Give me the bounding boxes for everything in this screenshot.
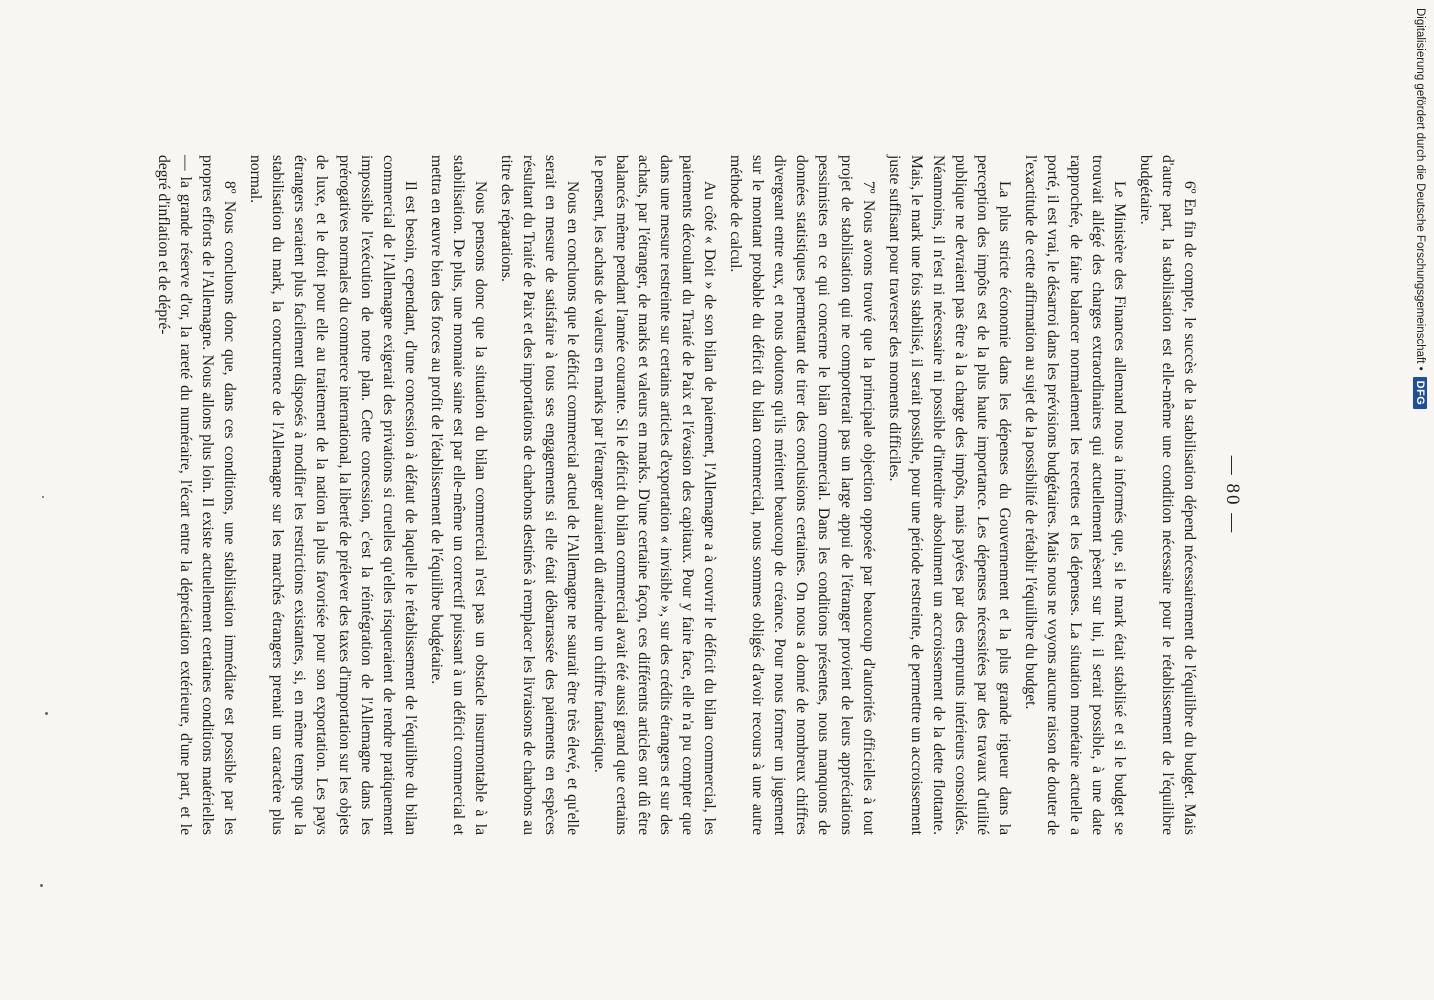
- paragraph: Nous pensons donc que la situation du bilan commercial n'est pas un obstacle insurmontable à la stabilisation. De plus, une monnaie saine est par elle-même un correctif puissant à un déficit commercial et mettra en œuvre bien des forces au profit de l'établissement de l'équilibre budgétaire.: [427, 155, 490, 835]
- scan-speck: [45, 712, 48, 715]
- paragraph: 6º En fin de compte, le succès de la stabilisation dépend nécessairement de l'équilibre du budget. Mais d'autre part, la stabilisation est elle-même une condition nécessaire pour le rétablissement de l'équilibre budgétaire.: [1136, 155, 1198, 835]
- paragraph: 7º Nous avons trouvé que la principale objection opposée par beaucoup d'autorités officielles à tout projet de stabilisation qui ne comporterait pas un large appui de l'étranger provient de leurs appréciations pessimistes en ce qui concerne le bilan commercial. Dans les conditions présentes, nous manquons de données statistiques permettant de tirer des conclusions certaines. On nous a donné de nombreux chiffres divergeant entre eux, et nous doutons qu'ils méritent beaucoup de créance. Pour nous former un jugement sur le montant probable du déficit du bilan commercial, nous sommes obligés d'avoir recours à une autre méthode de calcul.: [727, 155, 877, 835]
- paragraph: Le Ministère des Finances allemand nous a informés que, si le mark était stabilisé et si le budget se trouvait allégé des charges extraordinaires qui actuellement pèsent sur lui, il serait possible, à une date rapprochée, de faire balancer normalement les recettes et les dépenses. La situation monétaire actuelle a porté, il est vrai, le désarroi dans les prévisions budgétaires. Mais nous ne voyons aucune raison de douter de l'exactitude de cette affirmation au sujet de la possibilité de rétablir l'équilibre du budget.: [1022, 155, 1128, 835]
- dfg-logo-icon: DFG: [1413, 377, 1427, 410]
- page-number: — 80 —: [1222, 455, 1243, 535]
- paragraph: Au côté « Doit » de son bilan de paiement, l'Allemagne a à couvrir le déficit du bilan commercial, les paiements découlant du Traité de Paix et l'évasion des capitaux. Pour y faire face, elle n'a pu compter que dans une mesure restreinte sur certains articles d'exportation « invisible », sur des crédits étrangers et sur des achats, par l'étranger, de marks et valeurs en marks. D'une certaine façon, ces différents articles ont dû être balancés même pendant l'année courante. Si le déficit du bilan commercial avait été aussi grand que certains le pensent, les achats de valeurs en marks par l'étranger auraient dû atteindre un chiffre fantastique.: [590, 155, 719, 835]
- paragraph: Il est besoin, cependant, d'une concession à défaut de laquelle le rétablissement de l'équilibre du bilan commercial de l'Allemagne exigerait des privations si cruelles qu'elles risqueraient de rendre pratiquement impossible l'exécution de notre plan. Cette concession, c'est la réintégration de l'Allemagne dans les prérogatives normales du commerce international, la liberté de prélever des taxes d'importation sur les objets de luxe, et le droit pour elle au traitement de la nation la plus favorisée pour son exportation. Les pays étrangers seraient plus facilement disposés à modifier les restrictions existantes, si, en même temps que la stabilisation du mark, la concurrence de l'Allemagne sur les marchés étrangers prenait un caractère plus normal.: [247, 155, 419, 835]
- paragraph: Nous en concluons que le déficit commercial actuel de l'Allemagne ne saurait être très élevé, et qu'elle serait en mesure de satisfaire à tous ses engagements si elle était débarrassée des paiements en espèces résultant du Traité de Paix et des importations de charbons destinés à remplacer les livraisons de charbons au titre des réparations.: [498, 155, 582, 835]
- scan-speck: [42, 496, 44, 498]
- digitization-stamp: [1405, 8, 1434, 998]
- paragraph: La plus stricte économie dans les dépenses du Gouvernement et la plus grande rigueur dans la perception des impôts est de la plus haute importance. Les dépenses nécessitées par des travaux d'utilité publique ne devraient pas être à la charge des impôts, mais payées par des emprunts intérieurs consolidés. Néanmoins, il n'est ni nécessaire ni possible d'interdire absolument un accroissement de la dette flottante. Mais, le mark une fois stabilisé, il serait possible, pour une période restreinte, de permettre un accroissement juste suffisant pour traverser des moments difficiles.: [885, 155, 1014, 835]
- scan-speck: [40, 884, 43, 887]
- paragraph: 8º Nous concluons donc que, dans ces conditions, une stabilisation immédiate est possible par les propres efforts de l'Allemagne. Nous allons plus loin. Il existe actuellement certaines conditions matérielles — la grande réserve d'or, la rareté du numéraire, l'écart entre la dépréciation extérieure, d'une part, et le degré d'inflation et de dépré-: [154, 155, 239, 835]
- rotated-text-block: [80, 155, 1250, 835]
- stamp-text: Digitalisierung gefördert durch die Deutsche Forschungsgemeinschaft •: [1414, 8, 1426, 371]
